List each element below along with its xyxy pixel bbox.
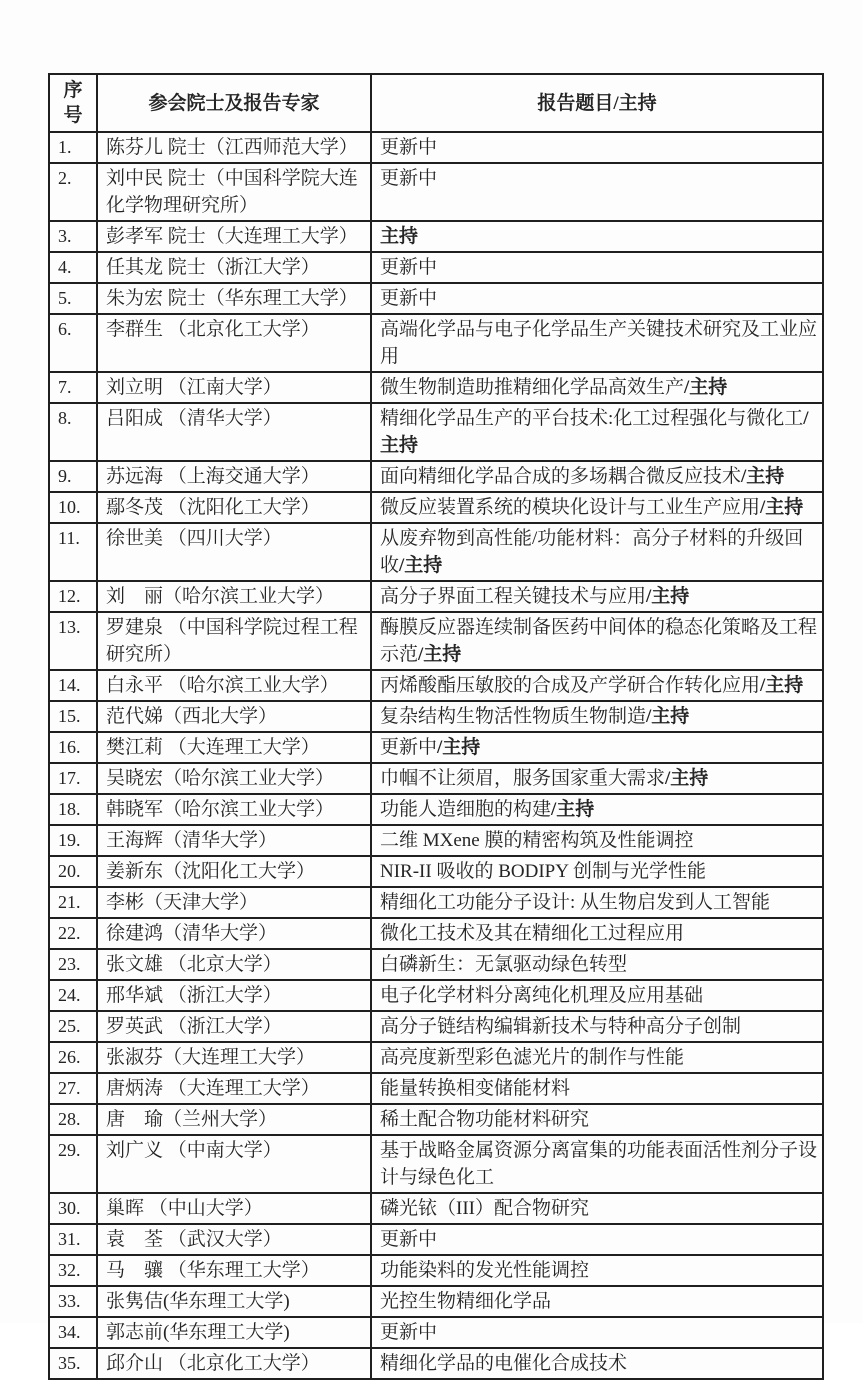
row-serial-number: 13.: [49, 612, 97, 670]
expert-name: 韩晓军（哈尔滨工业大学）: [97, 794, 371, 825]
row-serial-number: 18.: [49, 794, 97, 825]
report-title-cell: [371, 523, 823, 581]
row-serial-number: 3.: [49, 221, 97, 252]
expert-name: 郭志前(华东理工大学): [97, 1317, 371, 1348]
table-row: [49, 794, 823, 825]
report-title: 高亮度新型彩色滤光片的制作与性能: [380, 1047, 685, 1068]
header-row: [49, 74, 823, 132]
table-row: [49, 403, 823, 461]
row-serial-number: 10.: [49, 492, 97, 523]
expert-name: 罗英武 （浙江大学）: [97, 1011, 371, 1042]
report-title-cell: [371, 794, 823, 825]
report-title-cell: [371, 1193, 823, 1224]
report-title: 精细化工功能分子设计: 从生物启发到人工智能: [380, 892, 771, 913]
report-title-cell: [371, 221, 823, 252]
row-serial-number: 16.: [49, 732, 97, 763]
report-title: 微生物制造助推精细化学品高效生产: [380, 377, 685, 398]
table-row: [49, 1317, 823, 1348]
row-serial-number: 12.: [49, 581, 97, 612]
expert-name: 吴晓宏（哈尔滨工业大学）: [97, 763, 371, 794]
expert-name: 马 骧 （华东理工大学）: [97, 1255, 371, 1286]
report-title: 精细化学品的电催化合成技术: [380, 1353, 628, 1374]
report-title-cell: [371, 372, 823, 403]
report-title: 高分子链结构编辑新技术与特种高分子创制: [380, 1016, 742, 1037]
report-title: 微反应装置系统的模块化设计与工业生产应用: [380, 497, 761, 518]
report-title-cell: [371, 949, 823, 980]
report-title-cell: [371, 763, 823, 794]
expert-name: 张隽佶(华东理工大学): [97, 1286, 371, 1317]
report-title-cell: [371, 163, 823, 221]
report-title: 更新中: [380, 137, 438, 158]
report-title: 高分子界面工程关键技术与应用: [380, 586, 647, 607]
table-row: [49, 163, 823, 221]
report-title: 巾帼不让须眉，服务国家重大需求: [380, 768, 666, 789]
table-row: [49, 1042, 823, 1073]
report-title: 复杂结构生物活性物质生物制造: [380, 706, 647, 727]
table-row: [49, 492, 823, 523]
table-row: [49, 701, 823, 732]
table-row: [49, 949, 823, 980]
expert-name: 张淑芬（大连理工大学）: [97, 1042, 371, 1073]
row-serial-number: 35.: [49, 1348, 97, 1379]
table-row: [49, 732, 823, 763]
host-label: /主持: [646, 586, 690, 607]
report-title-cell: [371, 1348, 823, 1379]
table-row: [49, 581, 823, 612]
report-title-cell: [371, 283, 823, 314]
header-report-title-column: 报告题目/主持: [371, 74, 823, 132]
host-label: /主持: [665, 768, 709, 789]
report-title: 二维 MXene 膜的精密构筑及性能调控: [380, 830, 694, 851]
expert-name: 白永平 （哈尔滨工业大学）: [97, 670, 371, 701]
row-serial-number: 28.: [49, 1104, 97, 1135]
report-title-cell: [371, 581, 823, 612]
report-title-cell: [371, 1042, 823, 1073]
expert-name: 刘广义 （中南大学）: [97, 1135, 371, 1193]
expert-name: 唐炳涛 （大连理工大学）: [97, 1073, 371, 1104]
table-row: [49, 612, 823, 670]
report-title-cell: [371, 918, 823, 949]
table-row: [49, 1104, 823, 1135]
row-serial-number: 25.: [49, 1011, 97, 1042]
report-title: 丙烯酸酯压敏胶的合成及产学研合作转化应用: [380, 675, 761, 696]
table-row: [49, 1135, 823, 1193]
report-title-cell: [371, 132, 823, 163]
host-label: /主持: [760, 675, 804, 696]
table-row: [49, 523, 823, 581]
expert-name: 巢晖 （中山大学）: [97, 1193, 371, 1224]
report-title: 功能染料的发光性能调控: [380, 1260, 590, 1281]
report-title: 电子化学材料分离纯化机理及应用基础: [380, 985, 704, 1006]
row-serial-number: 14.: [49, 670, 97, 701]
report-title: 基于战略金属资源分离富集的功能表面活性剂分子设计与绿色化工: [380, 1140, 818, 1188]
report-title-cell: [371, 1135, 823, 1193]
table-row: [49, 918, 823, 949]
report-title-cell: [371, 1255, 823, 1286]
table-row: [49, 1073, 823, 1104]
report-title: 稀土配合物功能材料研究: [380, 1109, 590, 1130]
report-title-cell: [371, 314, 823, 372]
report-title-cell: [371, 887, 823, 918]
report-title: 更新中: [380, 1322, 438, 1343]
report-title: 更新中: [380, 257, 438, 278]
row-serial-number: 29.: [49, 1135, 97, 1193]
table-row: [49, 252, 823, 283]
row-serial-number: 8.: [49, 403, 97, 461]
report-title: 面向精细化学品合成的多场耦合微反应技术: [380, 466, 742, 487]
report-title: 更新中: [380, 168, 438, 189]
row-serial-number: 34.: [49, 1317, 97, 1348]
row-serial-number: 26.: [49, 1042, 97, 1073]
report-title-cell: [371, 492, 823, 523]
row-serial-number: 6.: [49, 314, 97, 372]
expert-name: 朱为宏 院士（华东理工大学）: [97, 283, 371, 314]
host-label: /主持: [437, 737, 481, 758]
table-row: [49, 1224, 823, 1255]
table-row: [49, 980, 823, 1011]
report-title: 更新中: [380, 1229, 438, 1250]
report-title: NIR-II 吸收的 BODIPY 创制与光学性能: [380, 861, 706, 882]
report-title-cell: [371, 1011, 823, 1042]
report-title-cell: [371, 701, 823, 732]
table-row: [49, 1193, 823, 1224]
report-title-cell: [371, 856, 823, 887]
report-title: 精细化学品生产的平台技术:化工过程强化与微化工: [380, 408, 804, 429]
host-label: /主持: [418, 644, 462, 665]
expert-name: 范代娣（西北大学）: [97, 701, 371, 732]
host-label: /主持: [684, 377, 728, 398]
report-title-cell: [371, 1224, 823, 1255]
table-row: [49, 461, 823, 492]
report-title: 微化工技术及其在精细化工过程应用: [380, 923, 685, 944]
host-label: /主持: [760, 497, 804, 518]
expert-name: 徐建鸿（清华大学）: [97, 918, 371, 949]
expert-table: [48, 73, 824, 1380]
row-serial-number: 5.: [49, 283, 97, 314]
table-row: [49, 314, 823, 372]
expert-name: 吕阳成 （清华大学）: [97, 403, 371, 461]
report-title-cell: [371, 1104, 823, 1135]
report-title: 从废弃物到高性能/功能材料：高分子材料的升级回收: [380, 528, 804, 576]
report-title: 更新中: [380, 288, 438, 309]
table-row: [49, 372, 823, 403]
table-row: [49, 132, 823, 163]
host-label: /主持: [646, 706, 690, 727]
report-title-cell: [371, 1317, 823, 1348]
table-row: [49, 1286, 823, 1317]
table-row: [49, 763, 823, 794]
report-title-cell: [371, 1073, 823, 1104]
table-row: [49, 1255, 823, 1286]
row-serial-number: 27.: [49, 1073, 97, 1104]
row-serial-number: 11.: [49, 523, 97, 581]
expert-name: 任其龙 院士（浙江大学）: [97, 252, 371, 283]
report-title: 酶膜反应器连续制备医药中间体的稳态化策略及工程示范: [380, 617, 818, 665]
table-row: [49, 670, 823, 701]
report-title-cell: [371, 403, 823, 461]
expert-name: 陈芬儿 院士（江西师范大学）: [97, 132, 371, 163]
expert-name: 邱介山 （北京化工大学）: [97, 1348, 371, 1379]
row-serial-number: 32.: [49, 1255, 97, 1286]
report-title: 功能人造细胞的构建: [380, 799, 552, 820]
table-row: [49, 1348, 823, 1379]
report-title-cell: [371, 732, 823, 763]
report-title: 更新中: [380, 737, 438, 758]
expert-name: 刘中民 院士（中国科学院大连化学物理研究所）: [97, 163, 371, 221]
report-title-cell: [371, 612, 823, 670]
row-serial-number: 2.: [49, 163, 97, 221]
host-label: /主持: [399, 555, 443, 576]
expert-name: 罗建泉 （中国科学院过程工程研究所）: [97, 612, 371, 670]
row-serial-number: 17.: [49, 763, 97, 794]
report-title-cell: [371, 670, 823, 701]
expert-name: 徐世美 （四川大学）: [97, 523, 371, 581]
host-label: 主持: [380, 226, 419, 247]
row-serial-number: 24.: [49, 980, 97, 1011]
expert-name: 彭孝军 院士（大连理工大学）: [97, 221, 371, 252]
report-title-cell: [371, 461, 823, 492]
expert-name: 王海辉（清华大学）: [97, 825, 371, 856]
report-title: 白磷新生：无氯驱动绿色转型: [380, 954, 628, 975]
report-title: 能量转换相变储能材料: [380, 1078, 571, 1099]
report-title-cell: [371, 980, 823, 1011]
expert-table-body: [49, 132, 823, 1379]
report-title-cell: [371, 1286, 823, 1317]
expert-name: 袁 荃 （武汉大学）: [97, 1224, 371, 1255]
row-serial-number: 23.: [49, 949, 97, 980]
row-serial-number: 20.: [49, 856, 97, 887]
host-label: /主持: [741, 466, 785, 487]
report-title: 高端化学品与电子化学品生产关键技术研究及工业应用: [380, 319, 818, 367]
row-serial-number: 21.: [49, 887, 97, 918]
table-row: [49, 856, 823, 887]
host-label: /主持: [551, 799, 595, 820]
row-serial-number: 7.: [49, 372, 97, 403]
report-title-cell: [371, 825, 823, 856]
row-serial-number: 15.: [49, 701, 97, 732]
expert-name: 姜新东（沈阳化工大学）: [97, 856, 371, 887]
expert-name: 唐 瑜（兰州大学）: [97, 1104, 371, 1135]
expert-name: 刘 丽（哈尔滨工业大学）: [97, 581, 371, 612]
report-title: 磷光铱（III）配合物研究: [380, 1198, 589, 1219]
row-serial-number: 22.: [49, 918, 97, 949]
expert-name: 李群生 （北京化工大学）: [97, 314, 371, 372]
table-row: [49, 283, 823, 314]
expert-name: 樊江莉 （大连理工大学）: [97, 732, 371, 763]
header-expert-column: 参会院士及报告专家: [97, 74, 371, 132]
header-serial-number: 序号: [49, 74, 97, 132]
row-serial-number: 33.: [49, 1286, 97, 1317]
expert-name: 刘立明 （江南大学）: [97, 372, 371, 403]
table-row: [49, 221, 823, 252]
row-serial-number: 31.: [49, 1224, 97, 1255]
row-serial-number: 30.: [49, 1193, 97, 1224]
report-title: 光控生物精细化学品: [380, 1291, 552, 1312]
row-serial-number: 9.: [49, 461, 97, 492]
row-serial-number: 1.: [49, 132, 97, 163]
row-serial-number: 4.: [49, 252, 97, 283]
expert-name: 张文雄 （北京大学）: [97, 949, 371, 980]
expert-name: 李彬（天津大学）: [97, 887, 371, 918]
expert-name: 苏远海 （上海交通大学）: [97, 461, 371, 492]
host-label: /主持: [380, 408, 809, 456]
row-serial-number: 19.: [49, 825, 97, 856]
table-row: [49, 887, 823, 918]
table-row: [49, 825, 823, 856]
expert-name: 邢华斌 （浙江大学）: [97, 980, 371, 1011]
table-row: [49, 1011, 823, 1042]
report-title-cell: [371, 252, 823, 283]
expert-name: 鄢冬茂 （沈阳化工大学）: [97, 492, 371, 523]
